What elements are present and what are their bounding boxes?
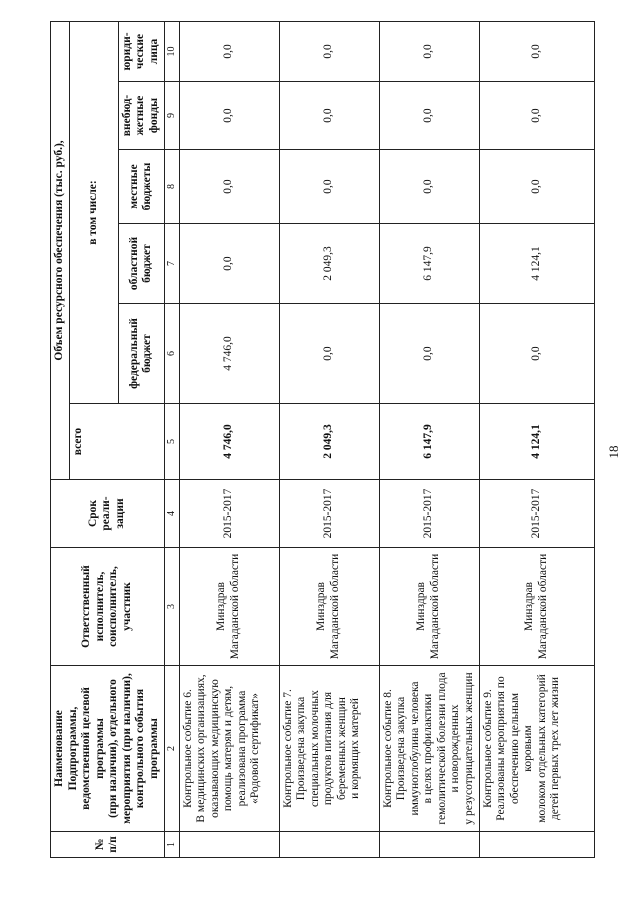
event-regional: 4 124,1 (479, 224, 594, 304)
row-num (179, 832, 279, 858)
rotated-page-content (50, 22, 593, 858)
row-num (479, 832, 594, 858)
col-number: 9 (164, 82, 179, 150)
event-regional: 0,0 (179, 224, 279, 304)
event-federal: 0,0 (279, 304, 379, 404)
event-legal: 0,0 (379, 21, 479, 81)
col-number: 10 (164, 21, 179, 81)
col-number: 2 (164, 666, 179, 832)
header-num: № п/п (51, 832, 165, 858)
event-term: 2015-2017 (479, 480, 594, 548)
event-total: 4 124,1 (479, 404, 594, 480)
table-row (479, 21, 594, 857)
header-executor: Ответственный исполнитель, соисполнитель, участник (51, 548, 165, 666)
header-total: всего (69, 404, 164, 480)
event-offbudget: 0,0 (279, 82, 379, 150)
event-executor: Минздрав Магаданской области (179, 548, 279, 666)
col-number: 5 (164, 404, 179, 480)
column-number-row (164, 21, 179, 857)
col-number: 1 (164, 832, 179, 858)
col-number: 7 (164, 224, 179, 304)
header-name: Наименование Подпрограммы, ведомственной целевой программы (при наличии), отдельного мероприятия (при наличии), контрольного события программы (51, 666, 165, 832)
event-legal: 0,0 (479, 21, 594, 81)
event-name: Контрольное событие 7. Произведена закупка специальных молочных продуктов питания для беременных женщин и кормящих матерей (279, 666, 379, 832)
row-num (279, 832, 379, 858)
event-total: 6 147,9 (379, 404, 479, 480)
event-total: 2 049,3 (279, 404, 379, 480)
event-regional: 2 049,3 (279, 224, 379, 304)
event-offbudget: 0,0 (379, 82, 479, 150)
header-legal: юриди- ческие лица (118, 21, 164, 81)
event-local: 0,0 (279, 150, 379, 224)
event-federal: 0,0 (479, 304, 594, 404)
event-term: 2015-2017 (179, 480, 279, 548)
header-offbudget: внебюд- жетные фонды (118, 82, 164, 150)
col-number: 3 (164, 548, 179, 666)
event-total: 4 746,0 (179, 404, 279, 480)
resource-table (50, 21, 595, 858)
table-row (279, 21, 379, 857)
header-volume: Объем ресурсного обеспечения (тыс. руб.), (51, 21, 70, 479)
header-regional: областной бюджет (118, 224, 164, 304)
page-number: 18 (606, 445, 621, 459)
event-executor: Минздрав Магаданской области (479, 548, 594, 666)
event-federal: 0,0 (379, 304, 479, 404)
event-term: 2015-2017 (379, 480, 479, 548)
table-row (179, 21, 279, 857)
event-executor: Минздрав Магаданской области (279, 548, 379, 666)
col-number: 6 (164, 304, 179, 404)
event-local: 0,0 (379, 150, 479, 224)
row-num (379, 832, 479, 858)
header-federal: федеральный бюджет (118, 304, 164, 404)
header-term: Срок реали- зации (51, 480, 165, 548)
header-incl: в том числе: (69, 21, 118, 403)
col-number: 8 (164, 150, 179, 224)
event-legal: 0,0 (179, 21, 279, 81)
event-term: 2015-2017 (279, 480, 379, 548)
event-regional: 6 147,9 (379, 224, 479, 304)
col-number: 4 (164, 480, 179, 548)
header-local: местные бюджеты (118, 150, 164, 224)
event-name: Контрольное событие 9. Реализованы мероприятия по обеспечению цельным коровьим молоком отдельных категорий детей первых трех лет жизни (479, 666, 594, 832)
table-row (379, 21, 479, 857)
event-offbudget: 0,0 (479, 82, 594, 150)
event-local: 0,0 (479, 150, 594, 224)
event-legal: 0,0 (279, 21, 379, 81)
event-name: Контрольное событие 6. В медицинских организациях, оказывающих медицинскую помощь матерям и детям, реализована программа «Родовой сертификат» (179, 666, 279, 832)
event-executor: Минздрав Магаданской области (379, 548, 479, 666)
event-offbudget: 0,0 (179, 82, 279, 150)
event-local: 0,0 (179, 150, 279, 224)
event-name: Контрольное событие 8. Произведена закупка иммуноглобулина человека в целях профилактики гемолитической болезни плода и новорожденных у резусотрицательных женщин (379, 666, 479, 832)
event-federal: 4 746,0 (179, 304, 279, 404)
